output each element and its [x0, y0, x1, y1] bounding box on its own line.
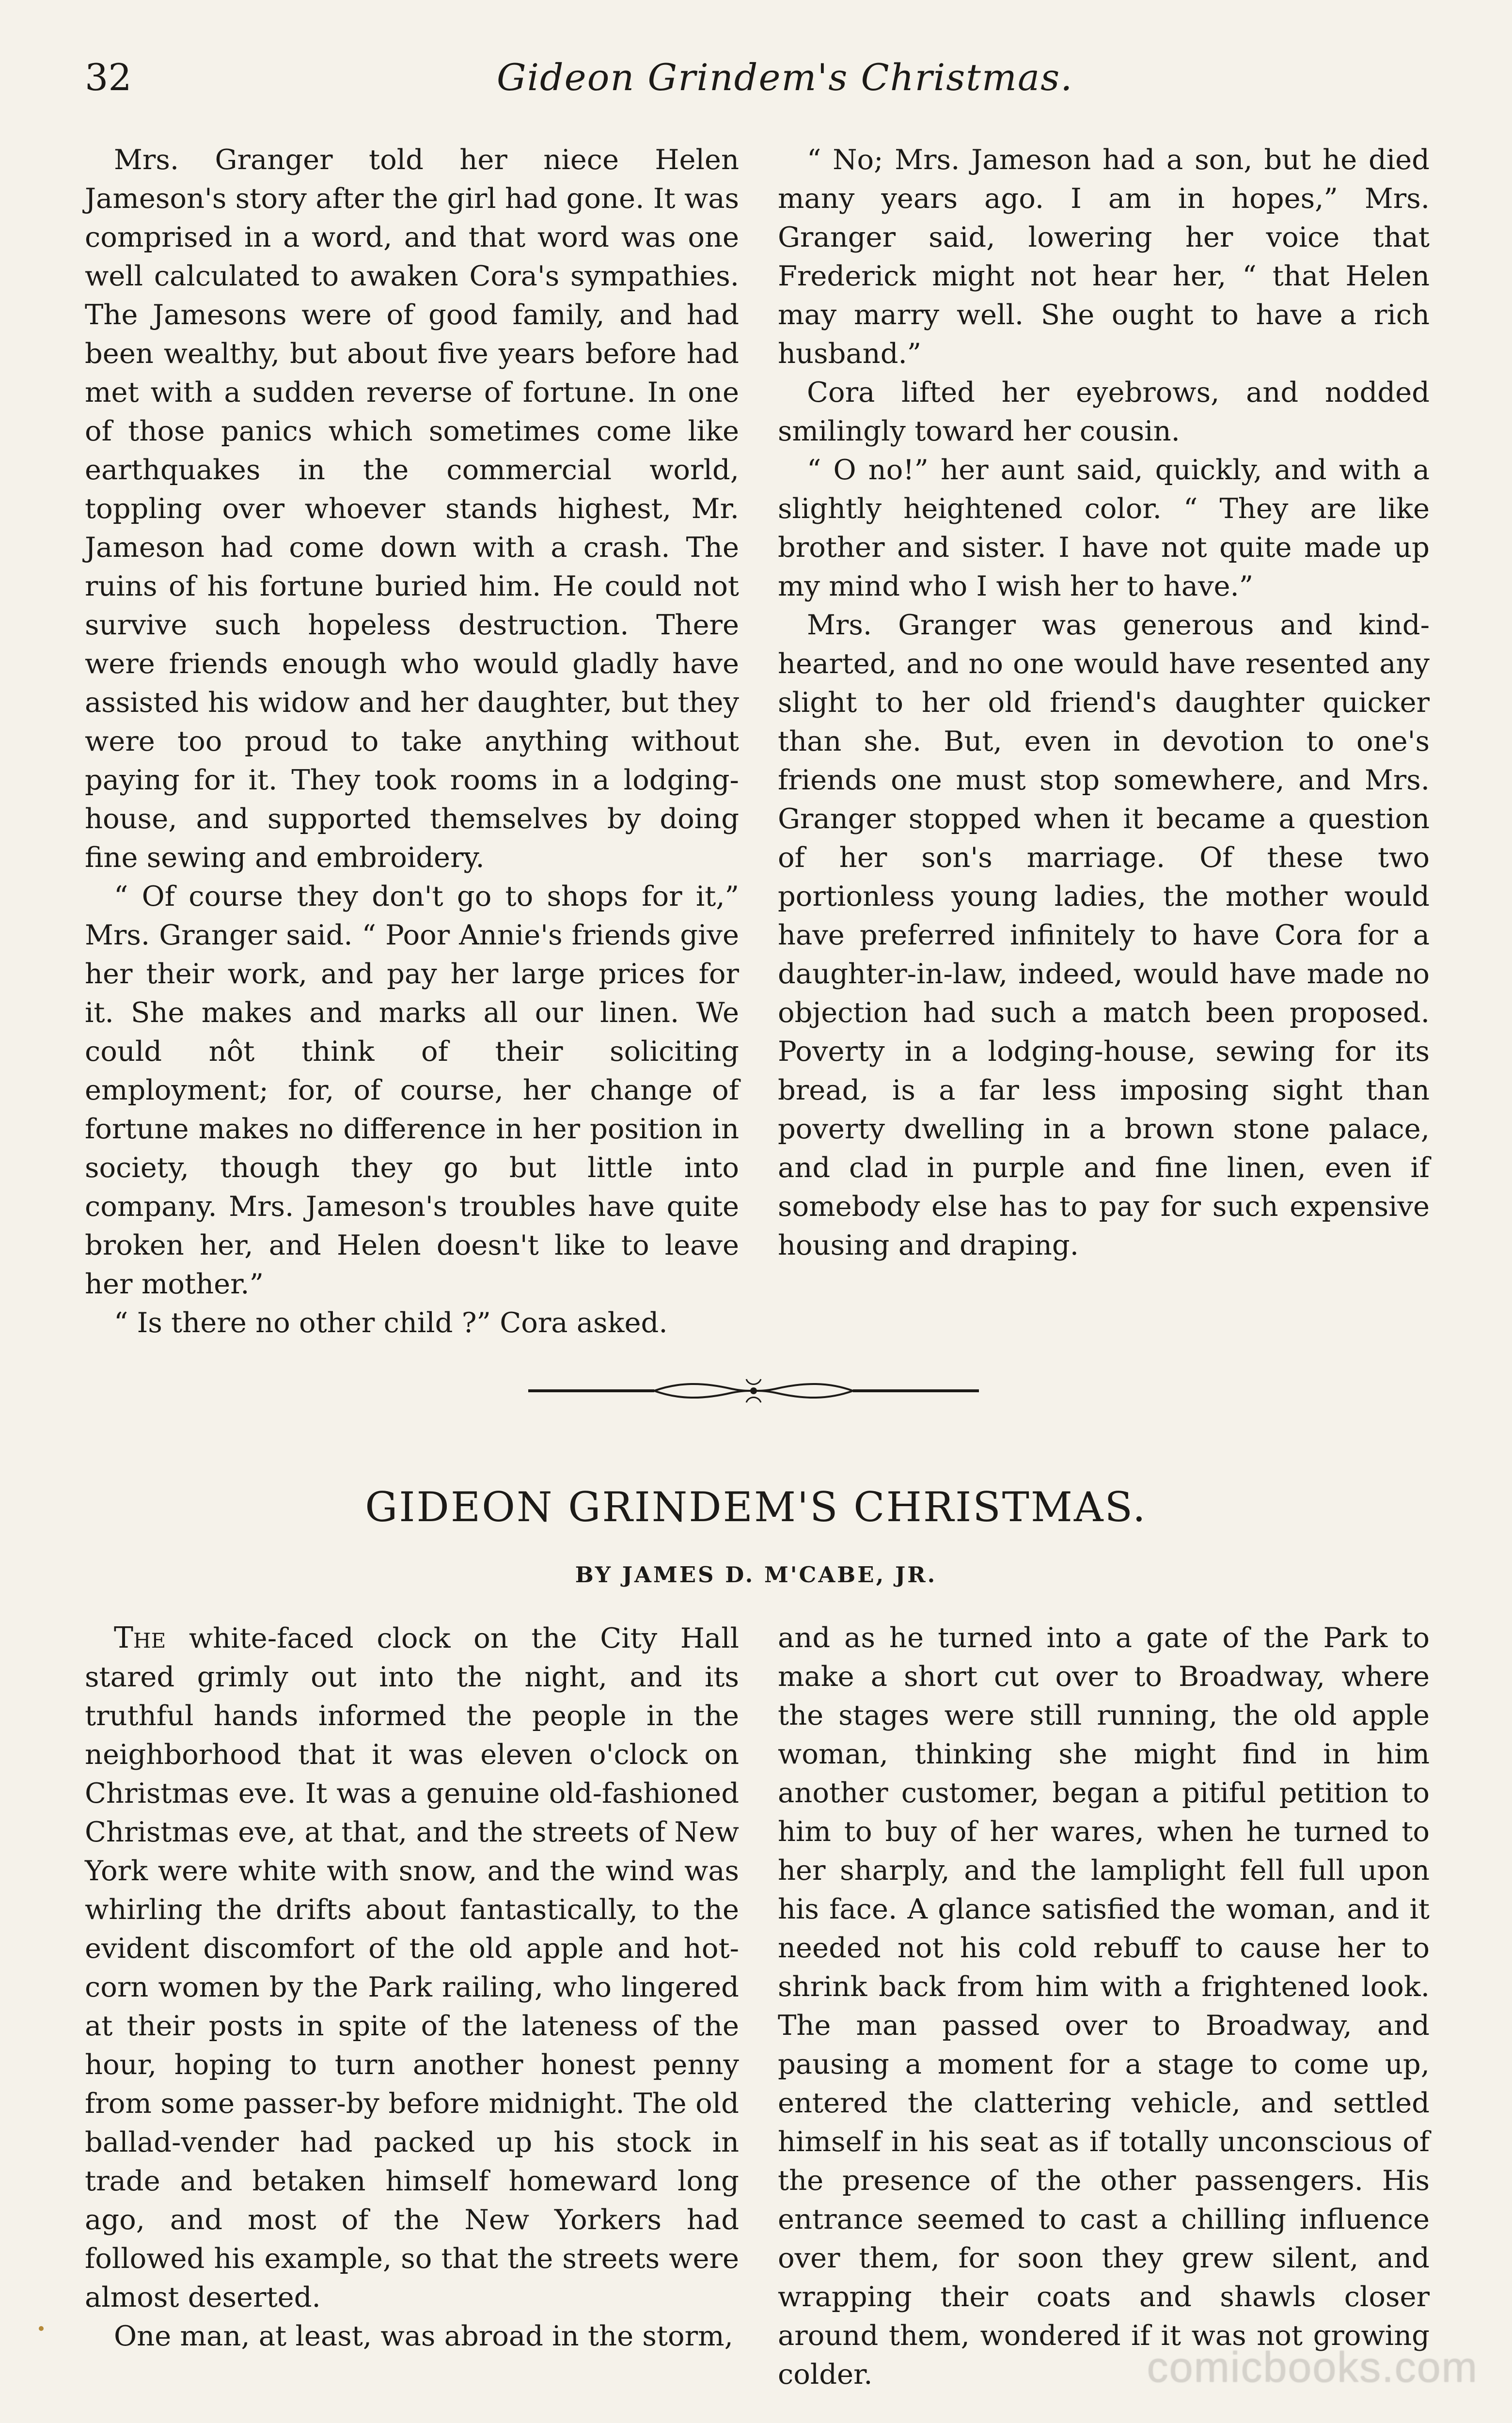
- page-header: [85, 53, 1442, 107]
- watermark: comicbooks.com: [1147, 2343, 1478, 2391]
- paragraph-text: white-faced clock on the City Hall stared grimly out into the night, and its truthful hands informed the people in the neighborhood that it was eleven o'clock on Christmas eve. It was a genuine old-fashioned Christmas eve, at that, and the streets of New York were white with snow, and the wind was whirling the drifts about fantastically, to the evident discomfort of the old apple and hot-corn women by the Park railing, who lingered at their posts in spite of the lateness of the hour, hoping to turn another honest penny from some passer-by before midnight. The old ballad-vender had packed up his stock in trade and betaken himself homeward long ago, and most of the New Yorkers had followed his example, so that the streets were almost deserted.: [85, 1622, 739, 2313]
- column-bottom-right: [778, 1619, 1430, 2394]
- paragraph: Cora lifted her eyebrows, and nodded smilingly toward her cousin.: [778, 376, 1430, 447]
- paragraph: “ No; Mrs. Jameson had a son, but he died many years ago. I am in hopes,” Mrs. Granger said, lowering her voice that Frederick might not hear her, “ that Helen may marry well. She ought to have a rich husband.”: [778, 143, 1430, 370]
- paragraph: Mrs. Granger was generous and kind-hearted, and no one would have resented any slight to her old friend's daughter quicker than she. But, even in devotion to one's friends one must stop somewhere, and Mrs. Granger stopped when it became a question of her son's marriage. Of these two portionless young ladies, the mother would have preferred infinitely to have Cora for a daughter-in-law, indeed, would have made no objection had such a match been proposed. Poverty in a lodging-house, sewing for its bread, is a far less imposing sight than poverty dwelling in a brown stone palace, and clad in purple and fine linen, even if somebody else has to pay for such expensive housing and draping.: [778, 609, 1430, 1261]
- page-number: 32: [85, 56, 132, 99]
- paragraph: [85, 1619, 739, 2317]
- column-top-left: [85, 141, 739, 1342]
- paragraph: “ Of course they don't go to shops for it,” Mrs. Granger said. “ Poor Annie's friends give her their work, and pay her large prices for it. She makes and marks all our linen. We could nôt think of their soliciting employment; for, of course, her change of fortune makes no difference in her position in society, though they go but little into company. Mrs. Jameson's troubles have quite broken her, and Helen doesn't like to leave her mother.”: [85, 880, 739, 1300]
- running-head: Gideon Grindem's Christmas.: [497, 56, 1073, 99]
- column-bottom-left: [85, 1619, 739, 2356]
- column-top-right: [778, 141, 1430, 1265]
- paragraph: and as he turned into a gate of the Park to make a short cut over to Broadway, where the stages were still running, the old apple woman, thinking she might find in him another customer, began a pitiful petition to him to buy of her wares, when he turned to her sharply, and the lamplight fell full upon his face. A glance satisfied the woman, and it needed not his cold rebuff to cause her to shrink back from him with a frightened look. The man passed over to Broadway, and pausing a moment for a stage to come up, entered the clattering vehicle, and settled himself in his seat as if totally unconscious of the presence of the other passengers. His entrance seemed to cast a chilling influence over them, for soon they grew silent, and wrapping their coats and shawls closer around them, wondered if it was not growing colder.: [778, 1621, 1430, 2391]
- paragraph: One man, at least, was abroad in the storm,: [114, 2320, 733, 2352]
- opening-word: The: [114, 1621, 166, 1655]
- story-title: GIDEON GRINDEM'S CHRISTMAS.: [365, 1483, 1147, 1531]
- paper-speck: [39, 2326, 44, 2331]
- paragraph: “ Is there no other child ?” Cora asked.: [114, 1306, 668, 1339]
- section-divider-ornament: [528, 1371, 979, 1410]
- paragraph: “ O no!” her aunt said, quickly, and with a slightly heightened color. “ They are like brother and sister. I have not quite made up my mind who I wish her to have.”: [778, 454, 1430, 602]
- paragraph: Mrs. Granger told her niece Helen Jameson's story after the girl had gone. It was comprised in a word, and that word was one well calculated to awaken Cora's sympathies. The Jamesons were of good family, and had been wealthy, but about five years before had met with a sudden reverse of fortune. In one of those panics which sometimes come like earthquakes in the commercial world, toppling over whoever stands highest, Mr. Jameson had come down with a crash. The ruins of his fortune buried him. He could not survive such hopeless destruction. There were friends enough who would gladly have assisted his widow and her daughter, but they were too proud to take anything without paying for it. They took rooms in a lodging-house, and supported themselves by doing fine sewing and embroidery.: [85, 143, 739, 874]
- byline: BY JAMES D. M'CABE, JR.: [575, 1562, 937, 1588]
